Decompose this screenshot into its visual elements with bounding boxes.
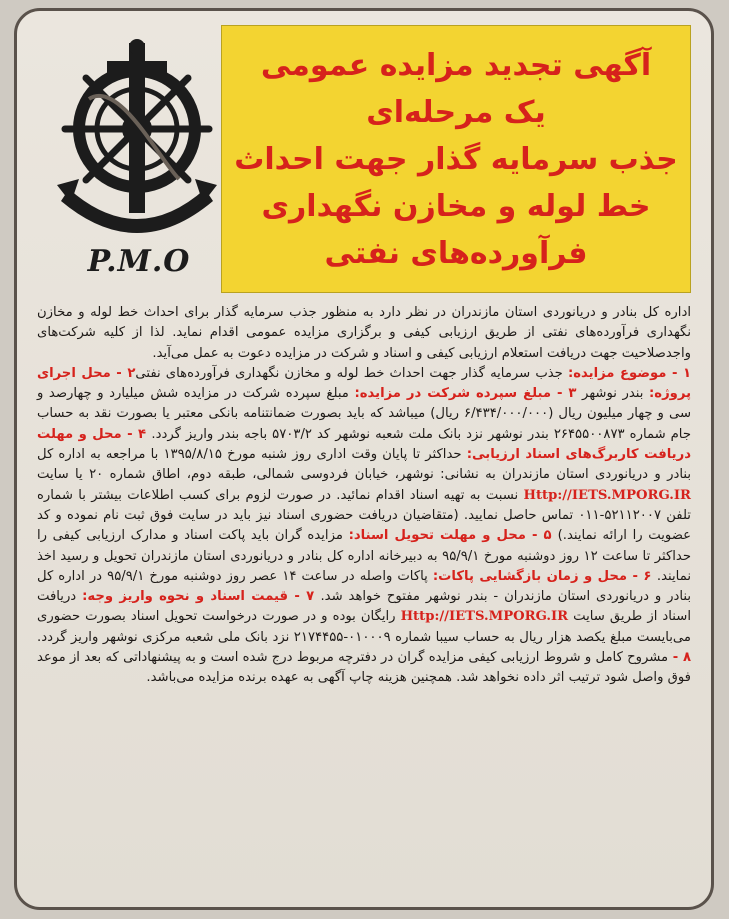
clause-6-text: پاکات واصله در ساعت ۱۴ عصر روز دوشنبه مورخ ۹۵/۹/۱ در اداره کل بنادر و دریانوردی استان مازندران - بندر نوشهر مفتوح خواهد شد.	[37, 568, 692, 605]
intro-paragraph	[37, 303, 691, 364]
clause-4-heading: ۴ - محل و مهلت دریافت کاربرگ‌های اسناد ارزیابی:	[37, 426, 691, 463]
website-link-2[interactable]: Http://IETS.MPORG.IR	[400, 609, 569, 625]
clause-4-text-a: حداکثر تا پایان وقت اداری روز شنبه مورخ ۱۳۹۵/۸/۱۵ با مراجعه به اداره کل بنادر و دریانوردی استان مازندران به نشانی: نوشهر، خیابان فردوسی شمالی، طبقه دوم، اطاق شماره ۲۰ یا سایت	[37, 447, 691, 483]
clause-7-text-a: دریافت اسناد از طریق سایت	[37, 589, 691, 625]
headline-line-5: فرآورده‌های نفتی	[324, 235, 588, 271]
headline-line-1: آگهی تجدید مزایده عمومی	[260, 47, 652, 83]
headline-box	[221, 25, 691, 293]
logo-text: P.M.O	[87, 244, 191, 279]
clause-3-text: مبلغ سپرده شرکت در مزایده شش میلیارد و چهارصد و سی و چهار میلیون ریال (۶/۴۳۴/۰۰۰/۰۰۰ ریال) میباشد که باید بصورت ضمانتنامه بانکی معتبر یا بصورت نقد به حساب جام شماره ۲۶۴۵۵۰۰۸۷۳ بندر نوشهر نزد بانک ملت شعبه نوشهر کد ۵۷۰۳/۲ باجه بندر واریز گردد.	[37, 386, 691, 442]
headline-line-2: یک مرحله‌ای	[366, 94, 546, 130]
clause-2-text: بندر نوشهر	[576, 386, 650, 402]
clause-6-heading: ۶ - محل و زمان بازگشایی پاکات:	[432, 568, 657, 584]
clause-1-heading: ۱ - موضوع مزایده:	[567, 365, 692, 381]
clause-5-text: مزایده گران باید پاکت اسناد و مدارک ارزیابی کیفی را حداکثر تا ساعت ۱۲ روز دوشنبه مورخ ۹۵/۹/۱ به دبیرخانه اداره کل بنادر و دریانوردی استان مازندران تحویل و رسید اخذ نمایند.	[37, 528, 691, 584]
clause-7-heading: ۷ - قیمت اسناد و نحوه واریز وجه:	[82, 589, 321, 605]
pmo-logo	[49, 39, 219, 279]
clause-8-text: مشروح کامل و شروط ارزیابی کیفی مزایده گران در دفترچه مربوط درج شده است و به پیشنهاداتی که بعد از موعد فوق واصل شود ترتیب اثر داده نخواهد شد. همچنین هزینه چاپ آگهی به عهده برنده مزایده می‌باشد.	[37, 650, 691, 686]
clause-5-heading: ۵ - محل و مهلت تحویل اسناد:	[348, 528, 558, 544]
clause-8-heading: ۸ -	[668, 650, 692, 666]
anchor-ship-wheel-icon	[49, 39, 219, 239]
clauses-paragraph	[37, 364, 691, 689]
notice-body	[37, 303, 691, 689]
clause-4-text-b: نسبت به تهیه اسناد اقدام نمائید. در صورت لزوم برای کسب اطلاعات بیشتر با شماره تلفن ۵۲۱۱۲۰۰۷-۰۱۱ تماس حاصل نمایید. (متقاضیان دریافت حضوری اسناد نیز باید در سایت فوق ثبت نام نموده و کد عضویت را ارائه نمایند.)	[37, 487, 691, 544]
intro-text: اداره کل بنادر و دریانوردی استان مازندران در نظر دارد به منظور جذب سرمایه گذار برای احداث خط لوله و مخازن نگهداری فرآورده‌های نفتی از طریق ارزیابی کیفی و برگزاری مزایده عمومی اقدام نماید. لذا از کلیه شرکت‌های واجدصلاحیت جهت دریافت استعلام ارزیابی کیفی و اسناد و شرکت در مزایده دعوت به عمل می‌آید.	[37, 305, 691, 361]
header-row	[37, 25, 691, 295]
clause-7-text-b: رایگان بوده و در صورت درخواست تحویل اسناد بصورت حضوری می‌بایست مبلغ یکصد هزار ریال به حساب سیبا شماره ۰۱۰۰۰۹-۲۱۷۴۴۵۵ نزد بانک ملی شعبه مرکزی نوشهر واریز گردد.	[37, 609, 691, 645]
clause-1-text: جذب سرمایه گذار جهت احداث خط لوله و مخازن نگهداری فرآورده‌های نفتی	[135, 365, 568, 381]
website-link-1[interactable]: Http://IETS.MPORG.IR	[523, 487, 691, 503]
clause-3-heading: ۳ - مبلغ سپرده شرکت در مزایده:	[354, 386, 577, 402]
notice-frame	[14, 8, 714, 910]
headline-line-4: خط لوله و مخازن نگهداری	[261, 188, 651, 224]
clause-2-heading: ۲ - محل اجرای پروژه:	[37, 365, 692, 402]
headline-line-3: جذب سرمایه گذار جهت احداث	[234, 141, 678, 177]
